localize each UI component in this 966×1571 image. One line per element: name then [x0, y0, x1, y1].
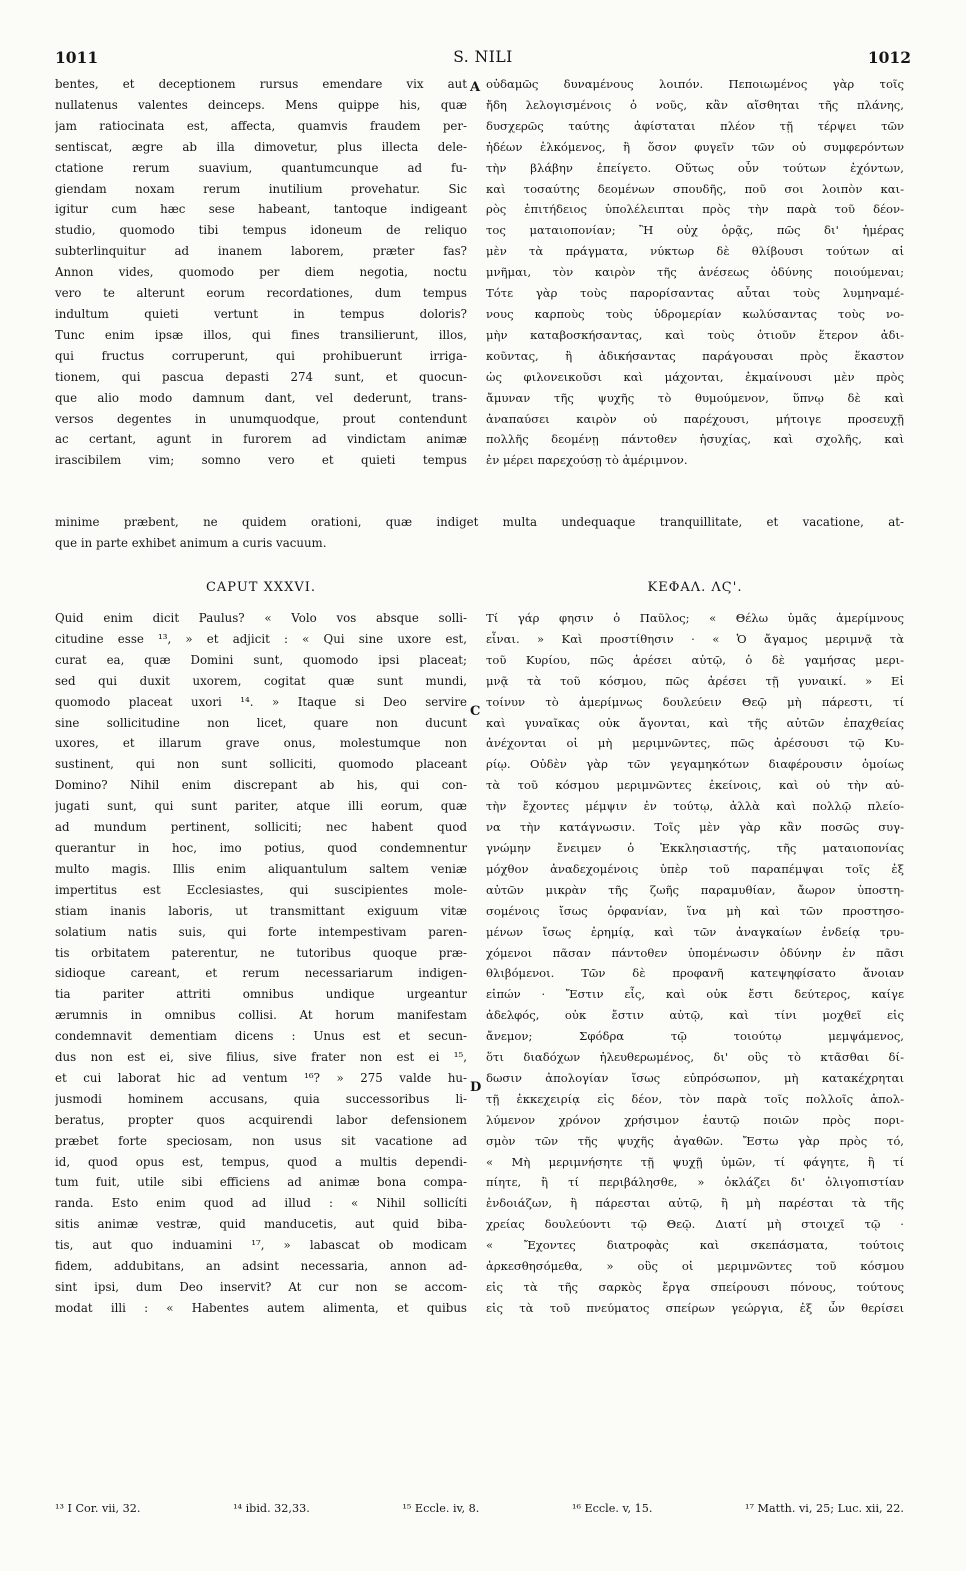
text-line: fidem, addubitans, an adsint necessaria, annon ad-: [55, 1259, 467, 1274]
text-line: præbet forte speciosam, non usus sit vacatione ad: [55, 1133, 467, 1148]
text-line: tis, aut quo induamini ¹⁷, » labascat ob modicam: [55, 1238, 467, 1253]
text-line: ἀδελφός, οὐκ ἔστιν αὐτῷ, καὶ τίνι μοχθεῖ εἰς: [486, 1008, 904, 1023]
text-line: curat ea, quæ Domini sunt, quomodo ipsi placeat;: [55, 652, 467, 667]
footnote-15: ¹⁵ Eccle. iv, 8.: [402, 1502, 480, 1515]
text-line: subterlinquitur ad inanem laborem, præter fas?: [55, 244, 467, 259]
text-line: τοῦ Κυρίου, πῶς ἀρέσει αὐτῷ, ὁ δὲ γαμήσας μερι-: [486, 652, 904, 667]
page-header: [55, 48, 911, 72]
text-line: bentes, et deceptionem rursus emendare vix aut: [55, 77, 467, 91]
text-line: ac certant, agunt in furorem ad vindictam animæ: [55, 432, 467, 447]
text-line: τὴν βλάβην ἐπείγετο. Οὕτως οὖν τούτων ἐχόντων,: [486, 160, 904, 175]
footnote-13: ¹³ I Cor. vii, 32.: [55, 1502, 141, 1515]
text-line: id, quod opus est, tempus, quod a multis dependi-: [55, 1154, 467, 1169]
greek-column-top: [486, 74, 904, 471]
text-line: « Μὴ μεριμνήσητε τῇ ψυχῇ ὑμῶν, τί φάγητε, ἢ τί: [486, 1154, 904, 1169]
text-line: αὐτῶν μικρὰν τῆς ζωῆς παραμυθίαν, ἄωρον ὑποστη-: [486, 882, 904, 897]
text-line: sustinent, qui non sunt solliciti, quomodo placeant: [55, 757, 467, 772]
text-line: « Ἔχοντες διατροφὰς καὶ σκεπάσματα, τούτοις: [486, 1238, 904, 1253]
text-line: ρὸς ἐπιτήδειος ὑπολέλειπται πρὸς τὴν παρὰ τοῦ δέον-: [486, 202, 904, 217]
text-line: τὴν ἔχοντες μέμψιν ἐν τούτῳ, ἀλλὰ καὶ πολλῷ πλείο-: [486, 799, 904, 814]
footnote-14: ¹⁴ ibid. 32,33.: [233, 1502, 310, 1515]
text-line: et cui laborat hic ad ventum ¹⁶? » 275 valde hu-: [55, 1070, 467, 1085]
text-line: giendam noxam rerum inutilium provehatur. Sic: [55, 181, 467, 196]
text-line: ἄνεμον; Σφόδρα τῷ τοιούτῳ μεμψάμενος,: [486, 1029, 904, 1044]
text-line: uxores, et illarum grave onus, molestumque non: [55, 736, 467, 751]
text-line: ἡδέων ἑλκόμενος, ἢ ὅσον φυγεῖν τῶν οὐ συμφερόντων: [486, 139, 904, 154]
caput-heading-greek: ΚΕΦΑΛ. ΛϚ'.: [647, 580, 743, 595]
text-line: randa. Esto enim quod ad illud : « Nihil sollicíti: [55, 1196, 467, 1211]
text-line: νους καρποὺς τοὺς ὑδρομερίαν κωλύσαντας τοὺς νο-: [486, 306, 904, 321]
footnote-16: ¹⁶ Eccle. v, 15.: [571, 1502, 653, 1515]
text-line: χρείας δουλεύοντι τῷ Θεῷ. Διατί μὴ στοιχεῖ τῷ ·: [486, 1217, 904, 1232]
text-line: ἐν μέρει παρεχούσῃ τὸ ἀμέριμνον.: [486, 453, 688, 468]
text-line: Τότε γὰρ τοὺς παρορίσαντας αὗται τοὺς λυμηναμέ-: [486, 286, 904, 301]
text-line: κοῦντας, ἢ ἀδικήσαντας παράγουσαι πρὸς ἕκαστον: [486, 348, 904, 363]
text-line: ἐνδοιάζων, ἢ πάρεσται αὐτῷ, ἢ μὴ παρέσται τὰ τῆς: [486, 1196, 904, 1211]
text-line: μὴν καταβοσκήσαντας, καὶ τοὺς ὁτιοῦν ἕτερον ἀδι-: [486, 327, 904, 342]
column-number-left: 1011: [55, 48, 99, 67]
text-line: ἤδη λελογισμένοις ὁ νοῦς, κἂν αἴσθηται τῆς πλάνης,: [486, 97, 904, 112]
text-line: ærumnis in omnibus collisi. At horum manifestam: [55, 1008, 467, 1023]
text-line: indultum quieti vertunt in tempus doloris?: [55, 306, 467, 321]
text-line: condemnavit dementiam dicens : Unus est et secun-: [55, 1029, 467, 1044]
text-line: πολλῆς δεομένῃ πάντοθεν ἡσυχίας, καὶ σχολῆς, καὶ: [486, 432, 904, 447]
text-line: ἀναπαύσει καιρὸν οὐ παρέχουσι, μήτοιγε προσευχῇ: [486, 411, 904, 426]
text-line: χόμενοι πᾶσαν πάντοθεν ὑπομένωσιν ὀδύνην ἐν πᾶσι: [486, 945, 904, 960]
text-line: σμὸν τῶν τῆς ψυχῆς ἀγαθῶν. Ἔστω γὰρ πρὸς τό,: [486, 1133, 904, 1148]
text-line: sine sollicitudine non licet, quare non ducunt: [55, 715, 467, 730]
text-line: tis orbitatem paterentur, ne tutoribus quoque præ-: [55, 945, 467, 960]
text-line: Tunc enim ipsæ illos, qui fines transilierunt, illos,: [55, 327, 467, 342]
greek-column-body: [486, 568, 904, 1319]
text-line: citudine esse ¹³, » et adjicit : « Qui sine uxore est,: [55, 631, 467, 646]
text-line: μνᾷ τὰ τοῦ κόσμου, πῶς ἀρέσει τῇ γυναικί. » Εἰ: [486, 673, 904, 688]
text-line: ἀνέχονται οἱ μὴ μεριμνῶντες, πῶς ἀρέσουσι τῷ Κυ-: [486, 736, 904, 751]
text-line: versos degentes in unumquodque, prout contendunt: [55, 411, 467, 426]
text-line: εἶναι. » Καὶ προστίθησιν · « Ὁ ἄγαμος μεριμνᾷ τὰ: [486, 631, 904, 646]
margin-mark-c: C: [470, 704, 481, 719]
text-line: εἰπών · Ἔστιν εἷς, καὶ οὐκ ἔστι δεύτερος, καίγε: [486, 987, 904, 1002]
text-line: τὰ τοῦ κόσμου μεριμνῶντες ἐκείνοις, καὶ οὐ τὴν αὐ-: [486, 778, 904, 793]
text-line: irascibilem vim; somno vero et quieti tempus: [55, 453, 467, 468]
text-line: λύμενον χρόνον χρήσιμον ἑαυτῷ ποιῶν πρὸς πορι-: [486, 1112, 904, 1127]
text-line: tum fuit, utile sibi efficiens ad animæ bona compa-: [55, 1175, 467, 1190]
text-line: dus non est ei, sive filius, sive frater non est ei ¹⁵,: [55, 1050, 467, 1065]
text-line: καὶ τοσαύτης δεομένων σπουδῆς, ποῦ σοι λοιπὸν και-: [486, 181, 904, 196]
latin-column-body: [55, 568, 467, 1319]
caput-heading-latin: CAPUT XXXVI.: [205, 580, 317, 595]
text-line: tia pariter attriti omnibus undique urgeantur: [55, 987, 467, 1002]
text-line: μένων ἴσως ἐρημίᾳ, καὶ τῶν ἀναγκαίων ἐνδείᾳ τρυ-: [486, 924, 904, 939]
text-line: jusmodi hominem accusans, quia successoribus li-: [55, 1091, 467, 1106]
text-line: Τί γάρ φησιν ὁ Παῦλος; « Θέλω ὑμᾶς ἀμερίμνους: [486, 611, 904, 625]
text-line: nullatenus valentes deinceps. Mens quippe his, quæ: [55, 97, 467, 112]
text-line: μόχθον ἀναδεχομένοις ὑπὲρ τοῦ παραπέμψαι τοῖς ἐξ: [486, 861, 904, 876]
margin-mark-d: D: [470, 1080, 482, 1095]
margin-mark-a: A: [470, 80, 481, 95]
text-line: modat illi : « Habentes autem alimenta, et quibus: [55, 1300, 467, 1315]
text-line: ὅτι διαδόχων ἠλευθερωμένος, δι' οὓς τὸ κτᾶσθαι δί-: [486, 1050, 904, 1065]
text-line: οὐδαμῶς δυναμένους λοιπόν. Πεποιωμένος γὰρ τοῖς: [486, 77, 904, 91]
text-line: ἀρκεσθησόμεθα, » οὓς οἱ μεριμνῶντες τοῦ κόσμου: [486, 1259, 904, 1274]
text-line: jugati sunt, qui sunt pariter, atque illi eorum, quæ: [55, 799, 467, 814]
text-line: ὡς φιλονεικοῦσι καὶ μάχονται, ἐκμαίνουσι μὲν πρὸς: [486, 369, 904, 384]
footnote-17: ¹⁷ Matth. vi, 25; Luc. xii, 22.: [745, 1502, 904, 1515]
latin-column-top: [55, 74, 467, 471]
text-line: beratus, propter quos acquirendi labor defensionem: [55, 1112, 467, 1127]
text-line: μνῆμαι, τὸν καιρὸν τῆς ἀνέσεως ὀδύνης ποιούμεναι;: [486, 265, 904, 280]
footnotes: [55, 1502, 904, 1515]
bridge-line-end: que in parte exhibet animum a curis vacuum.: [55, 536, 327, 550]
text-line: Quid enim dicit Paulus? « Volo vos absque solli-: [55, 611, 467, 625]
text-line: sentiscat, ægre ab illa dimovetur, plus illecta dele-: [55, 139, 467, 154]
text-line: studio, quomodo tibi tempus idoneum de reliquo: [55, 223, 467, 238]
text-line: sidioque careant, et rerum necessariarum indigen-: [55, 966, 467, 981]
running-title: S. NILI: [453, 48, 513, 66]
text-line: σομένοις ἴσως ὀρφανίαν, ἵνα μὴ καὶ τῶν προστησο-: [486, 903, 904, 918]
text-line: εἰς τὰ τῆς σαρκὸς ἔργα σπείρουσι πόνους, τούτους: [486, 1280, 904, 1294]
text-line: δωσιν ἀπολογίαν ἴσως εὐπρόσωπον, μὴ κατακέχρηται: [486, 1070, 904, 1085]
text-line: εἰς τὰ τοῦ πνεύματος σπείρων γεώργια, ἐξ ὧν θερίσει: [486, 1300, 904, 1315]
text-line: καὶ γυναῖκας οὐκ ἄγονται, καὶ τῆς αὐτῶν ἐπαχθείας: [486, 715, 904, 730]
text-line: sint ipsi, dum Deo inservit? At cur non se accom-: [55, 1280, 467, 1294]
text-line: impertitus est Ecclesiastes, qui suscipientes mole-: [55, 882, 467, 897]
text-line: solatium natis suis, qui forte intempestivam paren-: [55, 924, 467, 939]
text-line: tionem, qui pascua depasti 274 sunt, et quocun-: [55, 369, 467, 384]
text-line: multo magis. Illis enim aliquantulum saltem veniæ: [55, 861, 467, 876]
text-line: ἄμυναν τῆς ψυχῆς τὸ θυμούμενον, ὕπνῳ δὲ καὶ: [486, 390, 904, 405]
column-number-right: 1012: [867, 48, 911, 67]
text-line: ctatione rerum suavium, quantumcunque ad fu-: [55, 160, 467, 175]
text-line: jam ratiocinata est, affecta, quamvis fraudem per-: [55, 118, 467, 133]
text-line: querantur in hoc, imo potius, quod condemnentur: [55, 840, 467, 855]
text-line: πίητε, ἢ τί περιβάλησθε, » ὀκλάζει δι' ὀλιγοπιστίαν: [486, 1175, 904, 1190]
text-line: τοίνυν τὸ ἀμερίμνως δουλεύειν Θεῷ μὴ πάρεστι, τί: [486, 694, 904, 709]
text-line: Annon vides, quomodo per diem negotia, noctu: [55, 265, 467, 280]
text-line: δυσχερῶς ταύτης ἀφίσταται πλέον τῇ τέρψει τῶν: [486, 118, 904, 133]
bridge-line: minime præbent, ne quidem orationi, quæ indiget multa undequaque tranquillitate, et vacatione, at-: [55, 515, 904, 529]
text-line: igitur cum hæc sese habeant, tantoque indigeant: [55, 202, 467, 217]
text-line: τος ματαιοπονίαν; Ἢ οὐχ ὁρᾷς, πῶς δι' ἡμέρας: [486, 223, 904, 238]
text-line: qui fructus corruperunt, qui prohibuerunt irriga-: [55, 348, 467, 363]
text-line: sed qui duxit uxorem, cogitat quæ sunt mundi,: [55, 673, 467, 688]
text-line: τῇ ἐκκεχειρίᾳ εἰς δέον, τὸν παρὰ τοῖς πολλοῖς ἀπολ-: [486, 1091, 904, 1106]
text-line: μὲν τὰ πράγματα, νύκτωρ δὲ θλίβουσι τούτων αἱ: [486, 244, 904, 259]
text-line: stiam inanis laboris, ut transmittant exiguum vitæ: [55, 903, 467, 918]
text-line: vero te alterunt eorum recordationes, dum tempus: [55, 286, 467, 301]
text-line: να τὴν κατάγνωσιν. Τοῖς μὲν γὰρ κἂν ποσῶς συγ-: [486, 820, 904, 835]
text-line: γνώμην ἔνειμεν ὁ Ἐκκλησιαστής, τῆς ματαιοπονίας: [486, 840, 904, 855]
text-line: quomodo placeat uxori ¹⁴. » Itaque si Deo servire: [55, 694, 467, 709]
text-line: ad mundum pertinent, solliciti; nec habent quod: [55, 820, 467, 835]
text-line: que alio modo damnum dant, vel dederunt, trans-: [55, 390, 467, 405]
text-line: sitis animæ vestræ, quid manducetis, aut quid biba-: [55, 1217, 467, 1232]
text-line: θλιβόμενοι. Τῶν δὲ προφανῆ κατεψηφίσατο ἄνοιαν: [486, 966, 904, 981]
text-line: ρίῳ. Οὐδὲν γὰρ τῶν γεγαμηκότων διαφέρουσιν ὁμοίως: [486, 757, 904, 772]
text-line: Domino? Nihil enim discrepant ab his, qui con-: [55, 778, 467, 793]
